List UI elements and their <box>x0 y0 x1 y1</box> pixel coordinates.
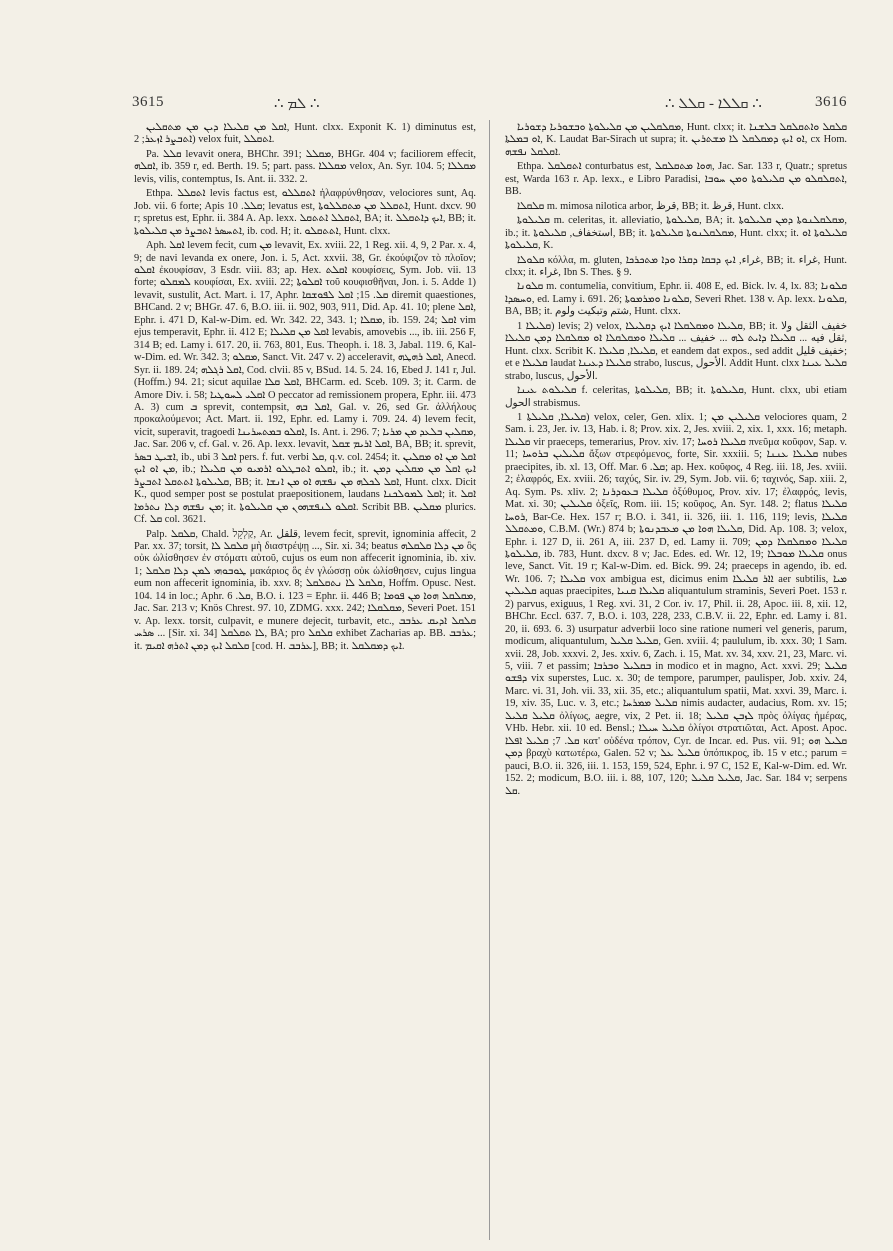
entry-paragraph: ܩܠܝܠܐ, ܩܠܝܠܬܐ 1) velox, celer, Gen. xlix. 1; ܩܠܝܠܝܢ ܡܢ velociores quam, 2 Sam. i. 23, Jer. iv. 13, Hab. i. 8; Prov. xix. 2, Jes. xviii. 2, xix. 1, xxx. 16; metaph. ܩܠܝܠܐ vir praeceps, temerarius, Prov. xiv. 17; ܩܠܝܠܐ ܪܘܚܐ πνεῦμα κοῦφον, Sap. v. 11; ܩܠܝܠܝܢ ܒܪܘܚܐ ἄξων στρεφόμενος, forte, Sir. xxxiii. 5; ܩܠܝܠܐ ܥܢܢܐ nubes praecipites, ib. xl. 13, Off. Mar. ܩܠ. 6; ap. Hex. κοῦφος, 4 Reg. iii. 18, Jes. xviii. 2; ἐλαφρός, Ex. xviii. 26; ταχύς, Sir. iv. 29, Sym. Job. vii. 6; ταχινός, Sap. xiii. 2, Aq. Sym. Ps. xliv. 2; ܩܠܝܠܐ ܒܥܘܕܪܢܐ ὀξύθυμος, Prov. xiv. 17; ἐλαφρός, levis, Mat. xi. 30; ܩܠܝܠܝܢ ὀξεῖς, Rom. iii. 15; κοῦφος, An. Syr. 148. 2; flatus ܩܠܝܠܐ ܪܘܚܐ, Bar-Ce. Hex. 157 r; B.O. i. 341, ii. 326, iii. 1. 116, 119; levis, ܩܠܝܠܐ ܘܡܬܩܠܠ, C.B.M. (Wr.) 874 b; ܩܠܝܠܐ ܗܘܐ ܡܢ ܡܥܒܕܢܘܬܐ, Did. Ap. 108. 3; velox, Ephr. i. 127 D, ii. 261 A, iii. 237 D, ed. Lamy ii. 709; ܩܠܝܠܐ ܘܡܩܠܩܠܐ ܕܡܢ ܩܠܝܠܘܬܐ, ib. 783, Hunt. dxcv. 8 v; Jac. Edes. ed. Wr. 12, 19; ܩܠܝܠܐ ܡܘܒܠܐ onus leve, Sanct. Vit. 19 r; Kal-w-Dim. ed. Bick. 99. 24; praeceps in agendo, ib. ed. Wr. 106. 7; ܩܠܝܠܐ vox ambigua est, dicimus enim ܐܐܪ ܩܠܝܠܐ aer subtilis, ܡܝܐ ܩܠܝܠܝܢ aquas praecipites, ܩܠܝܠܐ ܩܢܝܐ aliquantulum straminis, Severi Poet. 153 r. 2) parvus, exiguus, 1 Reg. xvi. 31, 2 Cor. iv. 17, Phil. ii. 28, Apoc. iii. 8, xii. 12, BHChr. Eccl. 637. 7, B.O. i. 103, 228, 233, C.B.V. ii. 22, Ephr. ed. Lamy i. 81. 20, ii. 693. 6. 3) usurpatur adverbii loco sine ratione numeri vel generis, parum, modicum, aliquantulum, ܩܠܝܠ ܩܠܝܠ, Gen. xviii. 4; paululum, ib. xxx. 30; 1 Sam. xvii. 28, Job. xxxvi. 2, Jes. xxiv. 6, Zach. i. 15, Mat. xv. 34, xxv. 21, 23, Marc. vi. 5, viii. 7 et passim; ܒܩܠܝܠ ܘܒܪܒܐ in modico et in magno, Act. xxvi. 29; ܩܠܝܠ ܕܦܫܘ vix superstes, Luc. x. 30; de tempore, parumper, paulisper, Job. xxiv. 24, Marc. vi. 31, Joh. vii. 33, xii. 35, etc.; aliquantulum spatii, Mat. xxvi. 39, Marc. i. 19, xiv. 35, Luc. v. 3, etc.; ܩܠܝܠ ܡܡܪܚܐ nimis audacter, audacius, Rom. xv. 15; ܩܠܝܠ ܩܠܝܠ ὀλίγως, aegre, vix, 2 Pet. ii. 18; ܠܙܒܢ ܩܠܝܠ πρὸς ὀλίγας ἡμέρας, VHb. Hebr. xii. 10 ed. Bensl.; ܩܠܝܠ ܚܝܠܐ ὀλίγοι στρατιῶται, Act. Apost. Apoc. ܩܠ. 7; ܩܠܝܠ ܐܦܠܐ κατ' οὐδένα τρόπον, Cyr. de Incar. ed. Pus. vii. 91; ܩܠܝܠ ܗܘ ܕܡܢ βραχὺ κατωτέρω, Galen. 52 v; ܩܠܝܠ ܥܠ ὑπόπικρος, ib. 15 v etc.; parum = pauci, B.O. ii. 326, iii. 1. 153, 159, 524, Ephr. i. 97 C, 152 E, Kal-w-Dim. ed. Wr. 152. 2; modicum, B.O. iii. i. 88, 107, 120; ܩܠܝܠ ܩܠܝܠ, Jac. Sar. 184 v; serpens ܩܠ. <box>505 411 848 797</box>
entry-paragraph: Aph. ܐܩܠ levem fecit, cum ܡܢ levavit, Ex. xviii. 22, 1 Reg. xii. 4, 9, 2 Par. x. 4, 9; de navi levanda ex onere, Jon. i. 5, Act. xxvii. 38, Gr. ἐκούφιζον τὸ πλοῖον; ܐܩܠܘ ἐκουφίσαν, 3 Esdr. viii. 83; ap. Hex. ܐܩܠܬ κουφίσεις, Sym. Job. vii. 13 forte; ܠܡܩܠܘ κουφίσαι, Ex. xviii. 22; ܐܩܠܘܬܐ τοῦ κουφισθῆναι, Jon. i. 5. Adde 1) levavit, sustulit, Act. Mart. i. 17, Aphr. ܩܠ. 15; ܐܩܠ ܠܦܘܫܩܐ diremit quaestiones, BHCand. 2 v; BHGr. 47. 6, B.O. iii. ii. 902, 903, 911, Did. Ap. 41. 10; plene ܐܩܠ, Ephr. i. 471 D, Kal-w-Dim. ed. Wr. 342. 22, 343. 1; ܡܩܠܐ, ib. 159. 24; ܐܩܠ vim ejus temperavit, Ephr. ii. 412 E; ܐܩܠ ܡܢ ܩܠܝܠܐ levabis, amovebis ..., ib. iii. 256 F, 314 B; ed. Lamy i. 617. 20, ii. 763, 801, Eus. Theoph. i. 18. 3, Jabal. 119. 6, Kal-w-Dim. ed. Wr. 342. 3; ܡܩܠܘ, Sanct. Vit. 247 v. 2) acceleravit, ܐܩܠ ܪܗܛܗ, Anecd. Syr. ii. 189. 24; ܐܩܠ ܪܓܠܗ, Cod. clvii. 85 v, BSud. 14. 5. 24. 16, Ebed J. 141 r, Jul. (Hoffm.) 94. 21; sicut aquilae ܐܩܠ ܩܠܐ, BHCarm. ed. Sceb. 109. 3; it. Carm. de Amore Div. i. 58; ܐܩܠܝ ܠܚܘܛܝܐ O peccator ad remissionem propera, Ephr. iii. 473 A. 3) cum ܒ sprevit, contempsit, ܐܩܠ ܒܗ, Gal. v. 26, sed Gr. ἀλλήλους προκαλούμενοι; Act. Mart. ii. 192, Ephr. ed. Lamy i. 709. 24. 4) levem fecit, vicit, superavit, tragoedi ܐܩܠܘ ܒܡܬܚܪܝܢܐ, Is. Ant. i. 296. 7; ܡܩܠܝܢ ܒܠܥܕ ܡܢ ܡܪܝܐ, Jac. Sar. 206 v, cf. Gal. v. 26. Ap. lexx. levavit, ܐܩܠ ܐܪܝܡ ܫܩܠ, BA, BB; it. sprevit, ܐܫܝܛ ܒܣܪ, ib., ubi ܐܩܠ 3 pers. f. fut. verbi ܩܠ, q.v. col. 2454; it. ܐܩܠ ܡܢ ܐܘ ܡܩܠܝܢ ܡܢ ܐܘ ܐܝܟ, ib.; ܐܩܠܘ ܐܬܒܛܠܘ ܐܪܡܝܘ ܡܢ ܩܠܝܠܐ, ib.; it. ܐܝܟ ܐܩܠ ܡܢ ܡܩܠܝܢ ܕܡܢ ܩܠܝܠܘܬܐ ܐܬܬܩܠ ܐܬܒܨܪ, BB; it. ܐܩܠ ܠܟܠܗ ܡܢ ܢܦܫܗ ܐܘ ܡܢ ܐܢܫܐ, Hunt. clxx. Dicit K., quod semper post se postulat praepositionem, laudans ܐܩܠ ܠܡܘܠܟܢܐ; it. ܐܩܠ ܡܢ ܢܦܫܗ ܕܠܐ ܢܬܪܡܐ; it. ܐܩܠܘ ܠܢܦܫܗܘܢ ܡܢ ܩܠܝܠܘܬܐ. Scribit BB. ܡܩܠܝܢ plurics. Cf. ܩܠ col. 3621. <box>134 240 477 526</box>
right-page-number: 3616 <box>815 94 847 110</box>
entry-paragraph: ܩܠܘܢܐ m. contumelia, convitium, Ephr. ii. 408 E, ed. Bick. lv. 4, lx. 83; ܩܠܘܢܐ ܘܚܣܕܐ, ed. Lamy i. 691. 26; ܩܠܘܢܐ ܘܡܪܡܘܬܐ, Severi Rhet. 138 v. Ap. lexx. ܩܠܘܢܐ, BA, BB; it. شتم وتبكيت ولوم, Hunt. clxx. <box>505 281 847 318</box>
left-column <box>134 122 476 655</box>
left-running-title: ∴ ܠܡ ∴ <box>274 96 320 112</box>
entry-paragraph: ܩܠܝܠܘܬܐ m. celeritas, it. alleviatio, ܩܠܝܠܘܬܐ, BA; it. ܡܩܠܩܠܢܘܬܐ ܕܡܢ ܩܠܝܠܘܬܐ, ib.; it. استخفاف, ܩܠܝܠܘܬܐ, BB; it. ܡܩܠܩܠܢܘܬܐ ܩܠܝܠܘܬܐ, Hunt. clxx; it. ܩܠܝܠܘܬܐ ܐܘ ܩܠܝܠܘܬܐ, K. <box>505 215 848 252</box>
entry-paragraph: ܩܠܝܠܐ 1) levis; 2) velox, ܩܠܝܠܐ ܘܡܩܠܩܠܐ ܐܝܟ ܕܩܠܝܠܐ, BB; it. خفيف الثقل ولا ثقل فيه ... ܩܠܝܠܐ ܕܐܝܬ ܠܗ ... خفيف ... ܩܠܝܠܐ ܘܡܩܠܩܠܐ ܐܘ ܡܩܠܩܠܐ ܕܡܢ ܩܠܝܠܐ, Hunt. clxx. Scribit K. ܩܠܝܠܐ, ܩܠܝܠܐ, et eandem dat expos., sed addit خفيف قليل; et e ܩܠܝܠܐ laudat ܩܠܝܠܐ ܕܥܝܢܐ strabo, luscus, الأحول. Addit Hunt. clxx ܩܠܝܠ ܥܝܢܐ strabo, luscus, الأحول. <box>505 320 847 382</box>
entry-paragraph: ܩܠܘܠܐ κόλλα, m. gluten, غراء, ܐܝܟ ܕܒܩܐ ܕܩܪܐ ܘܕܐ ܡܬܟܪܟܐ, BB; it. غراء, Hunt. clxx; it. غراء, Ibn S. Thes. § 9. <box>505 254 848 278</box>
entry-paragraph: Pa. ܩܠܠ levavit onera, BHChr. 391; ܡܩܠܠ, BHGr. 404 v; faciliorem effecit, ܐܩܠܗ, ib. 359 r, ed. Berth. 19. 5; part. pass. ܡܩܠܠܐ velox, An. Syr. 104. 5; ܡܩܠܠܐ levis, vilis, contemptus, Is. Ant. ii. 332. 2. <box>134 148 477 185</box>
entry-paragraph: Ethpa. ܐܬܩܠܠ levis factus est, ܐܬܩܠܠܘ ἠλαφρύνθησαν, velociores sunt, Aq. Job. vii. 6 forte; Apis ܩܠܠ. 10; levatus est, ܐܬܩܠܠ ܡܢ ܡܬܩܠܠܘܬܐ, Hunt. dxcv. 90 r; spretus est, Ephr. ii. 384 A. Ap. lexx. ܐܬܩܠܠ ܐܬܬܩܠ, BA; it. ܐܝܟ ܕܐܬܩܠܠ, BB; it. ܐܬܚܣܪ ܐܬܒܨܪ ܡܢ ܩܠܝܠܘܬܐ, ib. cod. H; it. ܐܬܬܩܠܘ, Hunt. clxx. <box>134 188 476 237</box>
right-column <box>505 122 847 800</box>
entry-paragraph: ܩܠܩܠܐ m. mimosa nilotica arbor, قرظ, BB; it. قرظ, Hunt. clxx. <box>517 200 784 212</box>
column-divider <box>489 120 490 1240</box>
entry-paragraph: ܡܩܠܩܠܝܢ ܡܢ ܩܠܝܠܘܬܐ ܘܒܫܘܪܝܐ ܕܫܘܪܝܐ, Hunt. clxx; it. ܩܠܩܠ ܘܐܬܩܠܩܠ ܒܠܫܢܐ ܐܘ ܒܡܠܬܐ, K. Laudat Bar-Sirach ut supra; it. ܐܘ ܐܝܟ ܕܡܩܠܩܠ ܠܐ ܡܫܬܪܝܢ, cx Hom. ܐܩܠܩܠ ܢܦܫܗ. <box>505 122 848 158</box>
right-running-title: ∴ ܩܠܠܐ - ܩܠܠ ∴ <box>665 96 762 112</box>
entry-paragraph: Ethpa. ܐܬܩܠܩܠ conturbatus est, ܗܘܐ ܡܬܩܠܩܠ, Jac. Sar. 133 r, Quatr.; spretus est, Warda 163 r. Ap. lexx., e Libro Paradisi, ܐܬܩܠܩܠܘ ܡܢ ܩܠܝܠܘܬܐ ܘܡܢ ܚܘܒܐ, BB. <box>505 161 848 198</box>
entry-paragraph: ܩܠܝܠܘܬ ܥܝܢܐ f. celeritas, ܩܠܝܠܘܬܐ, BB; it. ܩܠܝܠܘܬܐ, Hunt. clxx, ubi etiam الحول strabismus. <box>505 385 847 409</box>
left-page-number: 3615 <box>132 94 164 110</box>
entry-paragraph: Palp. ܩܠܩܠ, Chald. קַלְקֵל, Ar. قلقل, levem fecit, sprevit, ignominia affecit, 2 Par. xx. 37; torsit, ܩܠܩܠ ܠܐ μὴ διαστρέψῃ ..., Sir. xi. 34; beatus ܡܢ ܕܠܐ ܩܠܩܠܗ ὃς οὐκ ὠλίσθησεν ἐν στόματι αὐτοῦ, cujus os eum non affecerit ignominia, ib. xiv. 1; ܛܘܒܘܗܝ ܠܡܢ ܕܠܐ ܩܠܩܠ μακάριος ὃς ἐν γλώσσῃ οὐκ ὠλίσθησεν, cujus lingua eum non affecerit ignominia, ib. xxv. 8; ܩܠܩܠ ܠܐ ܢܬܩܠܩܠ, Hoffm. Opusc. Nest. 104. 14 in loc.; Aphr. ܩܠ. 6, B.O. i. 123 = Ephr. ii. 446 B; ܡܩܠܩܠ ܗܘܐ ܡܢ ܦܘܡܐ, Jac. Sar. 213 v; Knös Chrest. 97. 10, ZDMG. xxx. 242; ܡܩܠܩܠܐ, Severi Poet. 151 v. Ap. lexx. torsit, culpavit, e munere dejecit, turbavit, etc., ܩܠܩܠ ܐܕܝܩ ܥܪܒܒ ܣܪܚ ... [Sir. xi. 34] ܠܐ ܬܩܠܩܠ, BA; pro ܩܠܩܠ exhibet Zacharias ap. BB. ܥܪܒܒ; it. ܩܠܩܠ ܐܝܟ ܕܡܢ ܐܬܪܗ ܐܩܝܡ [cod. H. ܥܪܒܒ], BB; it. ܐܝܟ ܕܡܩܠܩܠ. <box>134 528 477 652</box>
entry-paragraph: ܐܩܠ ܡܢ ܩܠܝܠܐ ܕܝܢ ܡܢ ܡܬܩܠܝܢ, Hunt. clxx. Exponit K. 1) diminutus est, ܐܬܒܨܪ ܐܙܥܪ; 2) velox fuit, ܐܬܩܠܠ. <box>134 122 477 146</box>
